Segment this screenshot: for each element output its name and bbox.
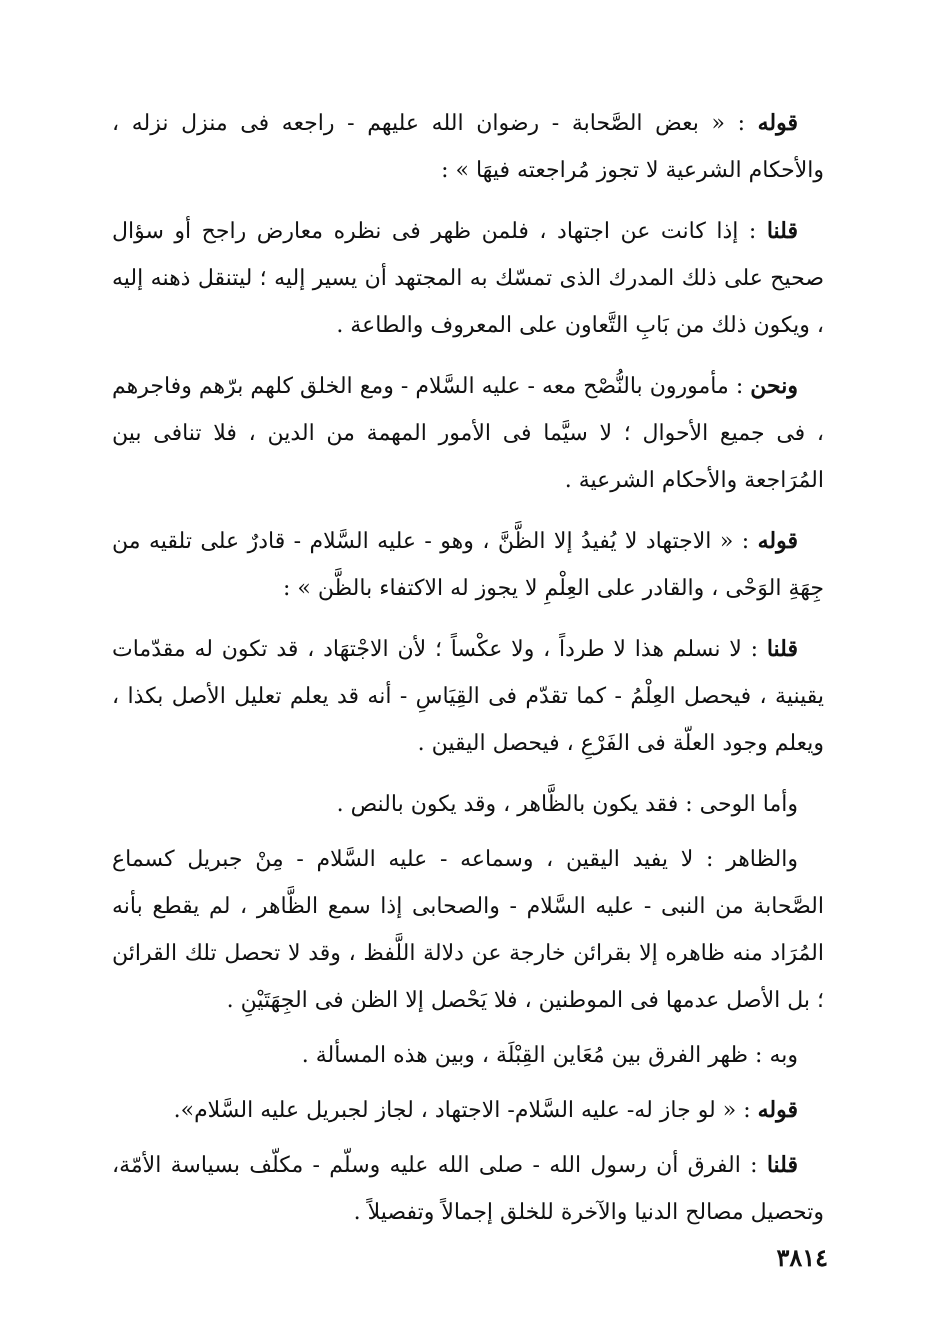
paragraph-lead: ونحن: [750, 373, 798, 399]
paragraph-4: [112, 518, 824, 612]
paragraph-lead: قوله: [757, 528, 798, 554]
paragraph-1: [112, 100, 824, 194]
paragraph-text: : إذا كانت عن اجتهاد ، فلمن ظهر فى نظره معارض راجح أو سؤال صحيح على ذلك المدرك الذى تمسّك به المجتهد أن يسير إليه ؛ ليتنقل ذهنه إليه ، ويكون ذلك من بَابِ التَّعاون على المعروف والطاعة .: [112, 219, 824, 338]
paragraph-lead: قلنا: [766, 218, 798, 244]
paragraph-lead: قلنا: [766, 1152, 798, 1178]
paragraph-8: [112, 1032, 824, 1079]
paragraph-text: : مأمورون بالنُّصْح معه - عليه السَّلام - ومع الخلق كلهم برّهم وفاجرهم ، فى جميع الأحوال ؛ لا سيَّما فى الأمور المهمة من الدين ، فلا تنافى بين المُرَاجعة والأحكام الشرعية .: [112, 374, 824, 493]
paragraph-text: : الفرق أن رسول الله - صلى الله عليه وسلّم - مكلّف بسياسة الأمّة، وتحصيل مصالح الدنيا والآخرة للخلق إجمالاً وتفصيلاً .: [112, 1153, 824, 1225]
paragraph-10: [112, 1142, 824, 1236]
paragraph-2: [112, 208, 824, 349]
paragraph-text: والظاهر : لا يفيد اليقين ، وسماعه - عليه السَّلام - مِنْ جبريل كسماع الصَّحابة من النبى - عليه السَّلام - والصحابى إذا سمع الظَّاهر ، لم يقطع بأنه المُرَاد منه ظاهره إلا بقرائن خارجة عن دلالة اللَّفظ ، وقد لا تحصل تلك القرائن ؛ بل الأصل عدمها فى الموطنين ، فلا يَحْصل إلا الظن فى الجِهَتَيْنِ .: [112, 847, 824, 1013]
paragraph-6: [112, 781, 824, 828]
paragraph-text: : « بعض الصَّحابة - رضوان الله عليهم - راجعه فى منزل نزله ، والأحكام الشرعية لا تجوز مُراجعته فيهَا » :: [112, 111, 824, 183]
paragraph-7: [112, 836, 824, 1024]
paragraph-text: وبه : ظهر الفرق بين مُعَاين القِبْلَة ، وبين هذه المسألة .: [301, 1043, 798, 1068]
paragraph-text: : لا نسلم هذا لا طرداً ، ولا عكْساً ؛ لأن الاجْتهَاد ، قد تكون له مقدّمات يقينية ، فيحصل العِلْمُ - كما تقدّم فى القِيَاسِ - أنه قد يعلم تعليل الأصل بكذا ، ويعلم وجود العلّة فى الفَرْعِ ، فيحصل اليقين .: [112, 637, 824, 756]
page-text: [112, 100, 824, 1250]
paragraph-lead: قوله: [757, 1097, 798, 1123]
paragraph-lead: قوله: [757, 110, 798, 136]
paragraph-lead: قلنا: [766, 636, 798, 662]
paragraph-5: [112, 626, 824, 767]
paragraph-text: : « لو جاز له- عليه السَّلام- الاجتهاد ، لجاز لجبريل عليه السَّلام».: [173, 1098, 758, 1123]
paragraph-3: [112, 363, 824, 504]
paragraph-text: وأما الوحى : فقد يكون بالظَّاهر ، وقد يكون بالنص .: [336, 792, 798, 817]
paragraph-9: [112, 1087, 824, 1134]
page-number: ٣٨١٤: [776, 1243, 828, 1272]
paragraph-text: : « الاجتهاد لا يُفيدُ إلا الظَّنَّ ، وهو - عليه السَّلام - قادرٌ على تلقيه من جِهَةِ الوَحْى ، والقادر على العِلْمِ لا يجوز له الاكتفاء بالظَّن » :: [112, 529, 824, 601]
